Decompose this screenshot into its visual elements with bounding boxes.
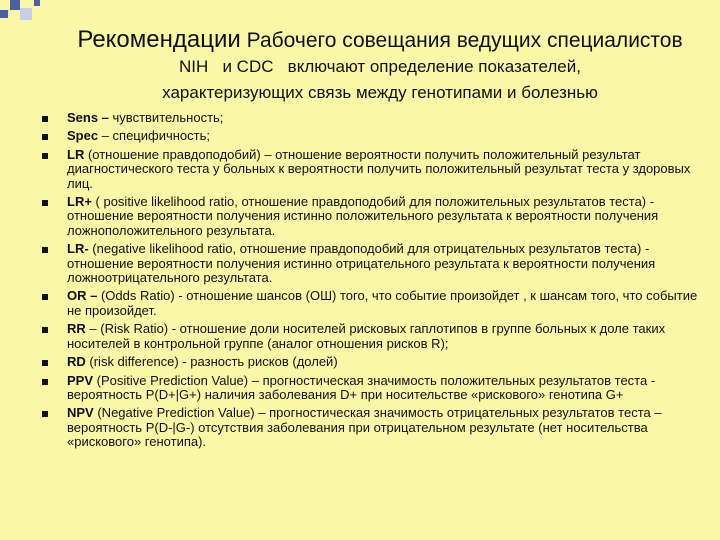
title-line-1 bbox=[60, 28, 700, 52]
list-item-text bbox=[67, 148, 710, 191]
list-item-text bbox=[67, 374, 710, 403]
term-abbreviation: Sens – bbox=[67, 110, 109, 125]
term-definition: – специфичность; bbox=[98, 128, 210, 144]
square-bullet-icon bbox=[42, 411, 48, 417]
term-definition: ( positive likelihood ratio, отношение правдоподобий для положительных результатов теста) - отношение вероятности получения истинно положительного результата к вероятности получения ложноположительного результата. bbox=[67, 194, 659, 238]
list-item-text bbox=[67, 355, 710, 369]
square-bullet-icon bbox=[42, 360, 48, 366]
term-abbreviation: RR bbox=[67, 321, 86, 337]
list-item bbox=[42, 129, 710, 143]
list-item bbox=[42, 374, 710, 403]
square-bullet-icon bbox=[42, 116, 48, 122]
term-abbreviation: PPV bbox=[67, 372, 94, 388]
term-abbreviation: LR bbox=[67, 146, 85, 162]
list-item-text bbox=[67, 289, 710, 318]
term-definition: чувствительность; bbox=[108, 110, 224, 125]
term-abbreviation: LR- bbox=[67, 241, 89, 257]
square-bullet-icon bbox=[42, 153, 48, 159]
title-line-1-big: Рекомендации bbox=[77, 26, 241, 53]
term-abbreviation: LR+ bbox=[67, 194, 92, 210]
slide-title bbox=[60, 28, 700, 101]
term-abbreviation: RD bbox=[67, 354, 86, 370]
list-item-text bbox=[67, 111, 710, 125]
list-item bbox=[42, 289, 710, 318]
definitions-list bbox=[42, 111, 710, 454]
title-line-3: характеризующих связь между генотипами и болезнью bbox=[162, 83, 598, 102]
square-bullet-icon bbox=[42, 134, 48, 140]
term-abbreviation: Spec bbox=[67, 128, 99, 144]
square-bullet-icon bbox=[42, 327, 48, 333]
square-bullet-icon bbox=[42, 294, 48, 300]
list-item bbox=[42, 148, 710, 191]
square-bullet-icon bbox=[42, 379, 48, 385]
term-definition: – (Risk Ratio) - отношение доли носителей рисковых гаплотипов в группе больных к доле таких носителей в контрольной группе (аналог отношения рисков R); bbox=[67, 321, 666, 351]
term-abbreviation: NPV bbox=[67, 405, 94, 421]
term-definition: (отношение правдоподобий) – отношение вероятности получить положительный результат диагностического теста у больных к вероятности получить положительный результат теста у здоровых лиц. bbox=[67, 146, 691, 191]
term-definition: (negative likelihood ratio, отношение правдоподобий для отрицательных результатов теста) - отношение вероятности получения истинно отрицательного результата к вероятности получения ложноотрицательного результата. bbox=[67, 241, 656, 286]
title-line-1-rest: Рабочего совещания ведущих специалистов bbox=[246, 29, 683, 52]
square-bullet-icon bbox=[42, 247, 48, 253]
list-item-text bbox=[67, 195, 710, 238]
list-item-text bbox=[67, 322, 710, 351]
term-definition: (Odds Ratio) - отношение шансов (ОШ) того, что событие произойдет , к шансам того, что событие не произойдет. bbox=[67, 288, 698, 318]
list-item-text bbox=[67, 406, 710, 449]
decorative-squares bbox=[0, 0, 720, 20]
list-item bbox=[42, 322, 710, 351]
list-item bbox=[42, 406, 710, 449]
list-item bbox=[42, 195, 710, 238]
square-bullet-icon bbox=[42, 200, 48, 206]
list-item bbox=[42, 242, 710, 285]
term-abbreviation: OR – bbox=[67, 288, 98, 304]
term-definition: (Negative Prediction Value) – прогностическая значимость отрицательных результатов теста – вероятность P(D-|G-) отсутствия заболевания при отрицательном результате (нет носительства «рискового» генотипа). bbox=[67, 405, 662, 450]
list-item-text bbox=[67, 129, 710, 143]
list-item-text bbox=[67, 242, 710, 285]
title-line-2: NIH и CDC включают определение показателей, bbox=[179, 57, 581, 76]
term-definition: (Positive Prediction Value) – прогностическая значимость положительных результатов теста - вероятность P(D+|G+) наличия заболевания D+ при носительстве «рискового» генотипа G+ bbox=[67, 372, 656, 402]
list-item bbox=[42, 355, 710, 369]
list-item bbox=[42, 111, 710, 125]
term-definition: (risk difference) - разность рисков (долей) bbox=[85, 354, 338, 370]
